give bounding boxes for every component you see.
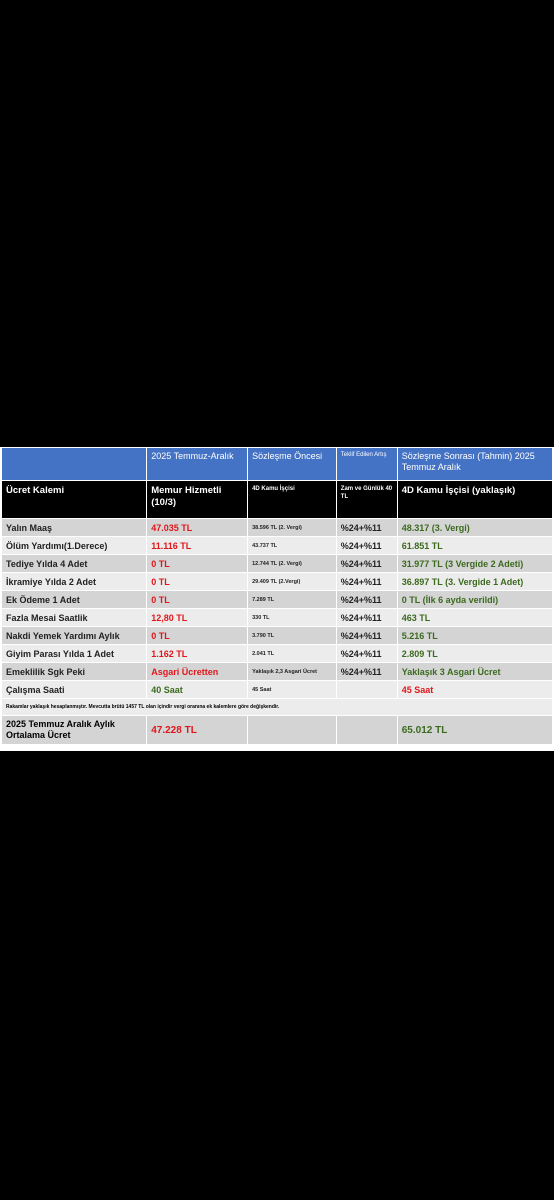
row-before-value: 45 Saat: [248, 681, 337, 699]
total-label: 2025 Temmuz Aralık Aylık Ortalama Ücret: [2, 716, 147, 745]
row-item: Yalın Maaş: [2, 519, 147, 537]
header-period: 2025 Temmuz-Aralık: [147, 448, 248, 481]
row-raise-value: %24+%11: [336, 519, 397, 537]
note-text: Rakamlar yaklaşık hesaplanmıştır. Mevcutta brütü 1457 TL olan içindir vergi oranına ek kalemlere göre değişkendir.: [2, 699, 553, 716]
row-raise-value: %24+%11: [336, 573, 397, 591]
subheader-worker: 4D Kamu İşçisi: [248, 481, 337, 519]
row-after-value: 2.809 TL: [397, 645, 552, 663]
row-item: Ölüm Yardımı(1.Derece): [2, 537, 147, 555]
row-before-value: 330 TL: [248, 609, 337, 627]
row-raise-value: %24+%11: [336, 645, 397, 663]
row-item: Çalışma Saati: [2, 681, 147, 699]
row-item: Tediye Yılda 4 Adet: [2, 555, 147, 573]
row-after-value: Yaklaşık 3 Asgari Ücret: [397, 663, 552, 681]
row-raise-value: %24+%11: [336, 609, 397, 627]
table-row: [2, 555, 553, 573]
table-row: [2, 609, 553, 627]
row-memur-value: 40 Saat: [147, 681, 248, 699]
subheader-memur: Memur Hizmetli (10/3): [147, 481, 248, 519]
total-after: 65.012 TL: [397, 716, 552, 745]
row-memur-value: 0 TL: [147, 555, 248, 573]
row-item: İkramiye Yılda 2 Adet: [2, 573, 147, 591]
row-memur-value: Asgari Ücretten: [147, 663, 248, 681]
row-raise-value: %24+%11: [336, 627, 397, 645]
row-before-value: 38.596 TL (2. Vergi): [248, 519, 337, 537]
row-memur-value: 12,80 TL: [147, 609, 248, 627]
row-after-value: 61.851 TL: [397, 537, 552, 555]
row-raise-value: %24+%11: [336, 663, 397, 681]
row-item: Emeklilik Sgk Peki: [2, 663, 147, 681]
row-after-value: 36.897 TL (3. Vergide 1 Adet): [397, 573, 552, 591]
row-memur-value: 11.116 TL: [147, 537, 248, 555]
row-memur-value: 1.162 TL: [147, 645, 248, 663]
row-before-value: 7.289 TL: [248, 591, 337, 609]
row-before-value: 3.790 TL: [248, 627, 337, 645]
row-memur-value: 0 TL: [147, 591, 248, 609]
total-raise: [336, 716, 397, 745]
table-row: [2, 645, 553, 663]
table-row: [2, 519, 553, 537]
row-item: Giyim Parası Yılda 1 Adet: [2, 645, 147, 663]
table-row: [2, 591, 553, 609]
row-item: Ek Ödeme 1 Adet: [2, 591, 147, 609]
header-empty-cell: [2, 448, 147, 481]
total-memur: 47.228 TL: [147, 716, 248, 745]
header-before-contract: Sözleşme Öncesi: [248, 448, 337, 481]
salary-table: [1, 447, 553, 745]
row-memur-value: 0 TL: [147, 627, 248, 645]
subheader-item: Ücret Kalemi: [2, 481, 147, 519]
row-item: Fazla Mesai Saatlik: [2, 609, 147, 627]
header-row: [2, 448, 553, 481]
row-after-value: 0 TL (İlk 6 ayda verildi): [397, 591, 552, 609]
row-after-value: 5.216 TL: [397, 627, 552, 645]
header-offered-raise: Teklif Edilen Artış: [336, 448, 397, 481]
table-row: [2, 537, 553, 555]
row-raise-value: %24+%11: [336, 555, 397, 573]
row-before-value: 2.041 TL: [248, 645, 337, 663]
row-after-value: 45 Saat: [397, 681, 552, 699]
row-after-value: 463 TL: [397, 609, 552, 627]
row-after-value: 48.317 (3. Vergi): [397, 519, 552, 537]
row-before-value: Yaklaşık 2,3 Asgari Ücret: [248, 663, 337, 681]
row-before-value: 29.409 TL (2.Vergi): [248, 573, 337, 591]
subheader-worker-approx: 4D Kamu İşçisi (yaklaşık): [397, 481, 552, 519]
row-before-value: 12.744 TL (2. Vergi): [248, 555, 337, 573]
row-memur-value: 47.035 TL: [147, 519, 248, 537]
table-row: [2, 627, 553, 645]
table-row: [2, 573, 553, 591]
row-raise-value: [336, 681, 397, 699]
salary-comparison-sheet: [0, 447, 554, 751]
row-after-value: 31.977 TL (3 Vergide 2 Adeti): [397, 555, 552, 573]
total-row: [2, 716, 553, 745]
subheader-raise: Zam ve Günlük 40 TL: [336, 481, 397, 519]
row-raise-value: %24+%11: [336, 591, 397, 609]
row-item: Nakdi Yemek Yardımı Aylık: [2, 627, 147, 645]
total-before: [248, 716, 337, 745]
table-row: [2, 663, 553, 681]
row-before-value: 43.737 TL: [248, 537, 337, 555]
header-after-contract: Sözleşme Sonrası (Tahmin) 2025 Temmuz Aralık: [397, 448, 552, 481]
table-row: [2, 681, 553, 699]
row-memur-value: 0 TL: [147, 573, 248, 591]
note-row: [2, 699, 553, 716]
row-raise-value: %24+%11: [336, 537, 397, 555]
subheader-row: [2, 481, 553, 519]
